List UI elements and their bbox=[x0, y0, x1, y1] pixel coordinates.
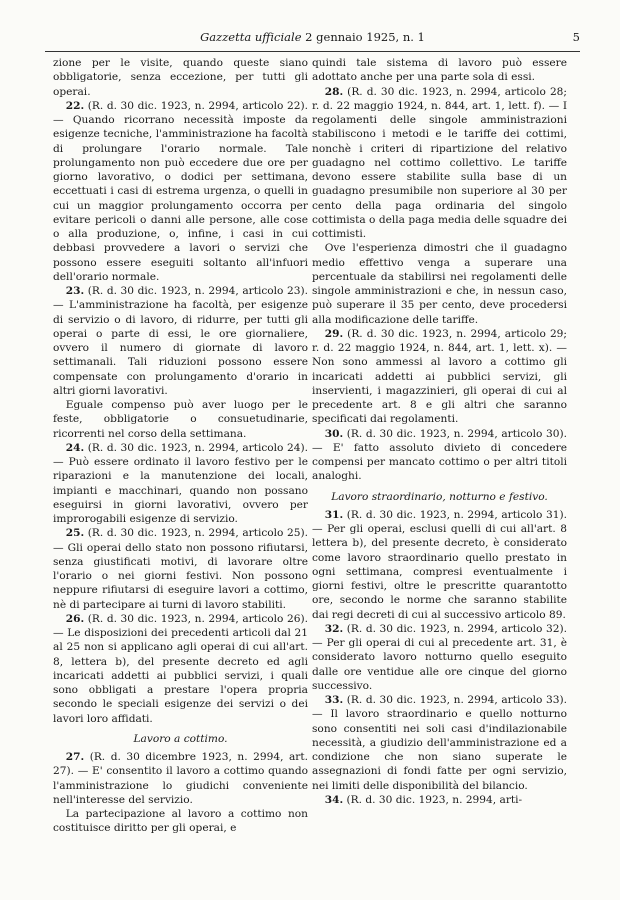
right-column bbox=[312, 56, 567, 807]
article-paragraph bbox=[312, 327, 567, 427]
article-paragraph bbox=[53, 526, 308, 612]
article-paragraph bbox=[312, 427, 567, 484]
paragraph-text: La partecipazione al lavoro a cottimo non costituisce diritto per gli operai, e bbox=[53, 808, 308, 835]
paragraph bbox=[53, 807, 308, 836]
paragraph-text: (R. d. 30 dic. 1923, n. 2994, articolo 25). — Gli operai dello stato non possono rifiutarsi, senza giustificati motivi, di lavorare oltre l'orario o nei giorni festivi. Non possono neppure rifiutarsi di eseguire lavori a cottimo, nè di partecipare ai turni di lavoro stabiliti. bbox=[53, 527, 308, 611]
article-number: 32. bbox=[324, 622, 344, 635]
article-paragraph bbox=[53, 441, 308, 527]
article-number: 26. bbox=[65, 612, 85, 625]
article-paragraph bbox=[312, 793, 567, 807]
header-rule bbox=[45, 51, 580, 52]
paragraph-text: zione per le visite, quando queste siano obbligatorie, senza eccezione, per tutti gli operai. bbox=[53, 57, 308, 98]
article-paragraph bbox=[53, 99, 308, 284]
article-number: 25. bbox=[65, 527, 85, 540]
article-paragraph bbox=[53, 284, 308, 398]
article-paragraph bbox=[53, 750, 308, 807]
paragraph-text: (R. d. 30 dic. 1923, n. 2994, articolo 29; r. d. 22 maggio 1924, n. 844, art. 1, lett. x). — Non sono ammessi al lavoro a cottimo gli incaricati addetti ai pubblici servizi, gli inservienti, i magazzinieri, gli operai di cui al precedente art. 8 e gli altri che saranno specificati dai regolamenti. bbox=[312, 327, 567, 426]
paragraph bbox=[312, 241, 567, 327]
article-number: 22. bbox=[65, 99, 85, 112]
paragraph-text: Ove l'esperienza dimostri che il guadagno medio effettivo venga a superare una percentuale da stabilirsi nei regolamenti delle singole amministrazioni e che, in nessun caso, può superare il 35 per cento, deve procedersi alla modificazione delle tariffe. bbox=[312, 242, 567, 326]
paragraph-text: quindi tale sistema di lavoro può essere adottato anche per una parte sola di essi. bbox=[312, 57, 567, 84]
paragraph-text: (R. d. 30 dic. 1923, n. 2994, articolo 24). — Può essere ordinato il lavoro festivo per le riparazioni e la manutenzione dei locali, impianti e macchinari, quando non possano eseguirsi in giorni lavorativi, ovvero per improrogabili esigenze di servizio. bbox=[53, 441, 308, 525]
paragraph-text: (R. d. 30 dic. 1923, n. 2994, articolo 33). — Il lavoro straordinario e quello notturno sono consentiti nei soli casi d'indilazionabile necessità, a giudizio dell'amministrazione ed a condizione che non siano superate le assegnazioni di fondi fatte per ogni servizio, nei limiti delle disponibilità del bilancio. bbox=[312, 694, 567, 792]
left-column bbox=[53, 56, 308, 836]
article-paragraph bbox=[312, 693, 567, 793]
article-number: 33. bbox=[324, 694, 344, 706]
paragraph bbox=[312, 56, 567, 85]
article-paragraph bbox=[312, 622, 567, 693]
article-number: 29. bbox=[324, 327, 344, 340]
section-heading: Lavoro a cottimo. bbox=[133, 732, 228, 745]
article-number: 27. bbox=[65, 751, 85, 763]
gazette-title bbox=[45, 30, 580, 44]
article-number: 23. bbox=[65, 285, 85, 297]
paragraph-text: (R. d. 30 dic. 1923, n. 2994, articolo 23). — L'amministrazione ha facoltà, per esigenze di servizio o di lavoro, di ridurre, per tutti gli operai o parte di essi, le ore giornaliere, ovvero il numero di giornate di lavoro settimanali. Tali riduzioni possono essere compensate con prolungamento d'orario in altri giorni lavorativi. bbox=[53, 285, 308, 397]
gazette-name: Gazzetta ufficiale bbox=[200, 30, 302, 44]
paragraph-text: (R. d. 30 dic. 1923, n. 2994, articolo 30). — E' fatto assoluto divieto di concedere compensi per mancato cottimo o per altri titoli analoghi. bbox=[312, 427, 567, 483]
article-number: 24. bbox=[65, 441, 85, 454]
paragraph-text: (R. d. 30 dic. 1923, n. 2994, articolo 22). — Quando ricorrano necessità imposte da esigenze tecniche, l'amministrazione ha facoltà di prolungare l'orario normale. Tale prolungamento non può eccedere due ore per giorno lavorativo, o dodici per settimana, eccettuati i casi di estrema urgenza, o quelli in cui un maggior prolungamento occorra per evitare pericoli o danni alle persone, alle cose o alla produzione, o, infine, i casi in cui debbasi provvedere a lavori o servizi che possono essere eseguiti soltanto all'infuori dell'orario normale. bbox=[53, 99, 308, 283]
gazette-date-issue: 2 gennaio 1925, n. 1 bbox=[301, 30, 425, 44]
article-number: 31. bbox=[324, 508, 344, 521]
paragraph-text: (R. d. 30 dic. 1923, n. 2994, articolo 31). — Per gli operai, esclusi quelli di cui all'art. 8 lettera b), del presente decreto, è considerato come lavoro straordinario quello prestato in ogni settimana, compresi eventualmente i giorni festivi, oltre le prescritte quarantotto ore, secondo le norme che saranno stabilite dai regi decreti di cui al successivo articolo 89. bbox=[312, 508, 567, 621]
paragraph-text: (R. d. 30 dic. 1923, n. 2994, articolo 26). — Le disposizioni dei precedenti articoli dal 21 al 25 non si applicano agli operai di cui all'art. 8, lettera b), del presente decreto ed agli incaricati addetti ai pubblici servizi, i quali sono obbligati a prestare l'opera propria secondo le speciali esigenze dei servizi o dei lavori loro affidati. bbox=[53, 612, 308, 725]
paragraph-text: (R. d. 30 dicembre 1923, n. 2994, art. 27). — E' consentito il lavoro a cottimo quando l'amministrazione lo giudichi conveniente nell'interesse del servizio. bbox=[53, 751, 308, 806]
article-number: 28. bbox=[324, 85, 344, 98]
paragraph-text: (R. d. 30 dic. 1923, n. 2994, articolo 32). — Per gli operai di cui al precedente art. 31, è considerato lavoro notturno quello eseguito dalle ore ventidue alle ore cinque del giorno successivo. bbox=[312, 622, 567, 692]
article-paragraph bbox=[312, 508, 567, 622]
article-number: 30. bbox=[324, 427, 344, 440]
page-number: 5 bbox=[572, 30, 580, 44]
paragraph-text: (R. d. 30 dic. 1923, n. 2994, arti- bbox=[343, 793, 523, 806]
paragraph-text: Eguale compenso può aver luogo per le feste, obbligatorie o consuetudinarie, ricorrenti nel corso della settimana. bbox=[53, 399, 308, 440]
paragraph-text: (R. d. 30 dic. 1923, n. 2994, articolo 28; r. d. 22 maggio 1924, n. 844, art. 1, lett. f). — I regolamenti delle singole amministrazioni stabiliscono i metodi e le tariffe dei cottimi, nonchè i criteri di ripartizione del relativo guadagno nel cottimo collettivo. Le tariffe devono essere stabilite sulla base di un guadagno presumibile non superiore al 30 per cento della paga ordinaria del singolo cottimista o della paga media delle squadre dei cottimisti. bbox=[312, 85, 567, 240]
section-heading: Lavoro straordinario, notturno e festivo. bbox=[331, 490, 548, 503]
paragraph bbox=[53, 398, 308, 441]
article-paragraph bbox=[312, 85, 567, 242]
article-number: 34. bbox=[324, 793, 344, 806]
article-paragraph bbox=[53, 612, 308, 726]
paragraph bbox=[53, 56, 308, 99]
page-header bbox=[45, 30, 580, 50]
